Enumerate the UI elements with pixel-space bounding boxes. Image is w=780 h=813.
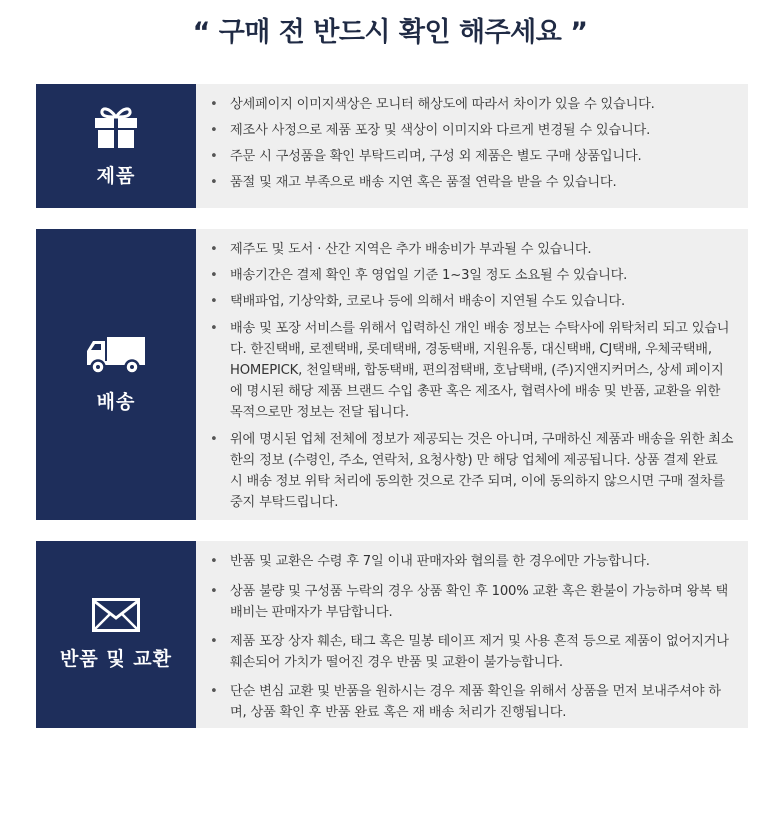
section-content — [196, 541, 748, 728]
section-header-product — [36, 84, 196, 208]
list-item: • 제품 포장 상자 훼손, 태그 혹은 밀봉 테이프 제거 및 사용 흔적 등으로 제품이 없어지거나 훼손되어 가치가 떨어진 경우 반품 및 교환이 불가능합니다. — [208, 631, 734, 673]
section-label: 반품 및 교환 — [60, 648, 172, 670]
gift-icon — [93, 105, 139, 149]
list-item: • 배송 및 포장 서비스를 위해서 입력하신 개인 배송 정보는 수탁사에 위탁처리 되고 있습니다. 한진택배, 로젠택배, 롯데택배, 경동택배, 지원유통, 대신택배, CJ택배, 우체국택배, HOMEPICK, 천일택배, 합동택배, 편의점택배, 호남택배, (주)지앤지커머스, 상세 페이지에 명시된 해당 제품 브랜드 수입 총판 혹은 제조사, 협력사에 배송 및 반품, 교환을 위한 목적으로만 정보는 전달 됩니다. — [208, 318, 734, 423]
list-item: • 제주도 및 도서 · 산간 지역은 추가 배송비가 부과될 수 있습니다. — [208, 239, 734, 260]
truck-icon — [85, 335, 147, 375]
section-header-return — [36, 541, 196, 728]
page-title: “ 구매 전 반드시 확인 해주세요 ” — [192, 17, 588, 48]
section-header-shipping — [36, 229, 196, 520]
list-item: • 상세페이지 이미지색상은 모니터 해상도에 따라서 차이가 있을 수 있습니다. — [208, 94, 734, 115]
list-item: • 품절 및 재고 부족으로 배송 지연 혹은 품절 연락을 받을 수 있습니다. — [208, 172, 734, 193]
list-item: • 제조사 사정으로 제품 포장 및 색상이 이미지와 다르게 변경될 수 있습니다. — [208, 120, 734, 141]
list-item: • 택배파업, 기상악화, 코로나 등에 의해서 배송이 지연될 수도 있습니다. — [208, 291, 734, 312]
section-shipping — [36, 229, 748, 520]
section-label: 배송 — [96, 391, 136, 413]
list-item: • 주문 시 구성품을 확인 부탁드리며, 구성 외 제품은 별도 구매 상품입니다. — [208, 146, 734, 167]
list-item: • 단순 변심 교환 및 반품을 원하시는 경우 제품 확인을 위해서 상품을 먼저 보내주셔야 하며, 상품 확인 후 반품 완료 혹은 재 배송 처리가 진행됩니다. — [208, 681, 734, 723]
section-label: 제품 — [96, 164, 136, 187]
section-return-exchange — [36, 541, 748, 728]
list-item: • 위에 명시된 업체 전체에 정보가 제공되는 것은 아니며, 구매하신 제품과 배송을 위한 최소한의 정보 (수령인, 주소, 연락처, 요청사항) 만 해당 업체에 제공됩니다. 상품 결제 완료 시 배송 정보 위탁 처리에 동의한 것으로 간주 되며, 이에 동의하지 않으시면 구매 절차를 중지 부탁드립니다. — [208, 429, 734, 513]
section-content — [196, 84, 748, 208]
section-content — [196, 229, 748, 520]
list-item: • 배송기간은 결제 확인 후 영업일 기준 1~3일 정도 소요될 수 있습니다. — [208, 265, 734, 286]
envelope-icon — [92, 598, 140, 632]
section-product — [36, 84, 748, 208]
list-item: • 상품 불량 및 구성품 누락의 경우 상품 확인 후 100% 교환 혹은 환불이 가능하며 왕복 택배비는 판매자가 부담합니다. — [208, 581, 734, 623]
list-item: • 반품 및 교환은 수령 후 7일 이내 판매자와 협의를 한 경우에만 가능합니다. — [208, 551, 734, 572]
